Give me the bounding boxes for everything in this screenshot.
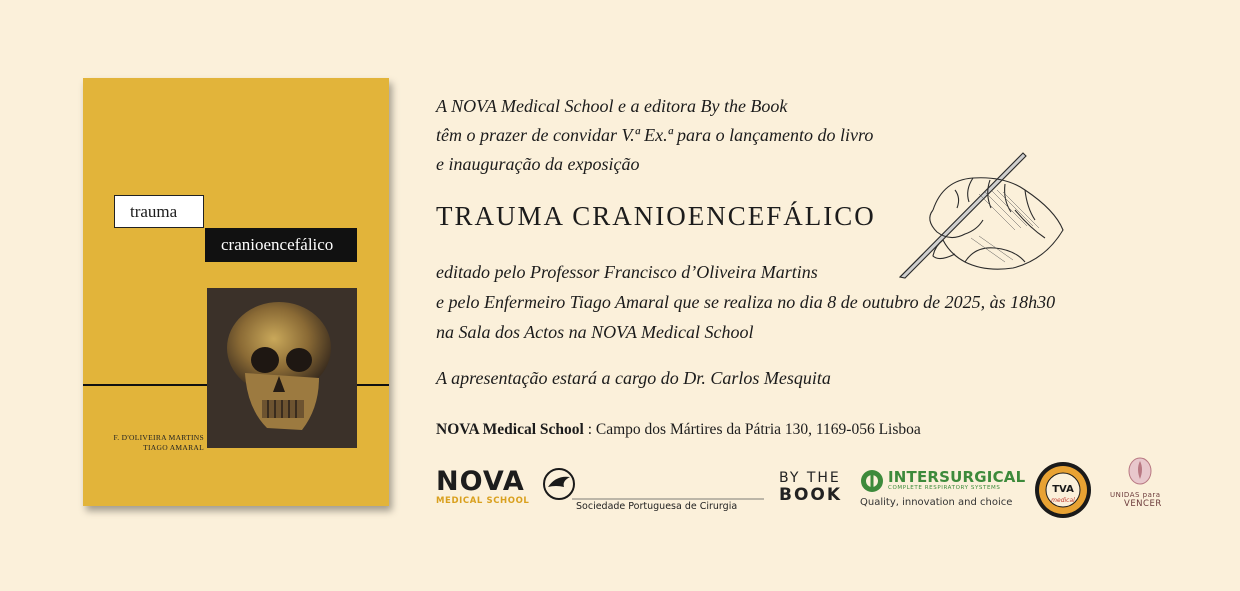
cover-author-1: F. D'OLIVEIRA MARTINS [113,433,204,442]
detail-line: editado pelo Professor Francisco d’Oliveira Martins [436,262,818,282]
venue-name: NOVA Medical School [436,421,584,438]
unidas-line2: VENCER [1124,499,1162,509]
book-title: TRAUMA CRANIOENCEFÁLICO [436,201,876,231]
intro-line: têm o prazer de convidar V.ª Ex.ª para o lançamento do livro [436,125,874,145]
book-cover [83,78,389,506]
spc-logo-text: Sociedade Portuguesa de Cirurgia [576,501,738,512]
btb-line2: BOOK [779,485,843,505]
intersurgical-name: INTERSURGICAL [888,468,1026,486]
detail-line: e pelo Enfermeiro Tiago Amaral que se realiza no dia 8 de outubro de 2025, às 18h30 [436,292,1056,312]
venue-address [436,421,921,439]
tva-medical-logo [1034,461,1092,519]
invitation-intro [436,92,873,179]
intro-line: A NOVA Medical School e a editora By the Book [436,96,788,116]
cover-authors [83,433,204,453]
address-text: Campo dos Mártires da Pátria 130, 1169-056 Lisboa [595,421,921,438]
nova-logo-subtext: MEDICAL SCHOOL [436,496,530,506]
by-the-book-logo [779,470,849,510]
invitation-details [436,257,1055,347]
unidas-para-vencer-logo [1108,455,1172,513]
tva-logo-text: TVA [1052,484,1074,495]
cover-author-2: TIAGO AMARAL [143,443,204,452]
address-separator: : [583,421,596,438]
presenter-line: A apresentação estará a cargo do Dr. Carlos Mesquita [436,368,831,388]
intersurgical-emblem-icon [860,469,884,493]
intersurgical-logo [860,468,1025,512]
intersurgical-tagline: Quality, innovation and choice [860,497,1013,508]
unidas-line1: UNIDAS para [1110,491,1161,499]
spc-logo [542,465,767,517]
nova-medical-school-logo [436,468,531,508]
btb-line1: BY THE [779,470,841,486]
unidas-emblem-icon [1108,455,1172,491]
intersurgical-subtitle: COMPLETE RESPIRATORY SYSTEMS [888,485,1001,491]
skull-painting [207,288,357,448]
nova-logo-text: NOVA [436,466,525,497]
detail-line: na Sala dos Actos na NOVA Medical School [436,322,754,342]
cover-title-line1: trauma [114,195,204,228]
intro-line: e inauguração da exposição [436,154,640,174]
cover-title-line2: cranioencefálico [205,228,357,262]
tva-logo-subtext: medical [1051,497,1075,504]
